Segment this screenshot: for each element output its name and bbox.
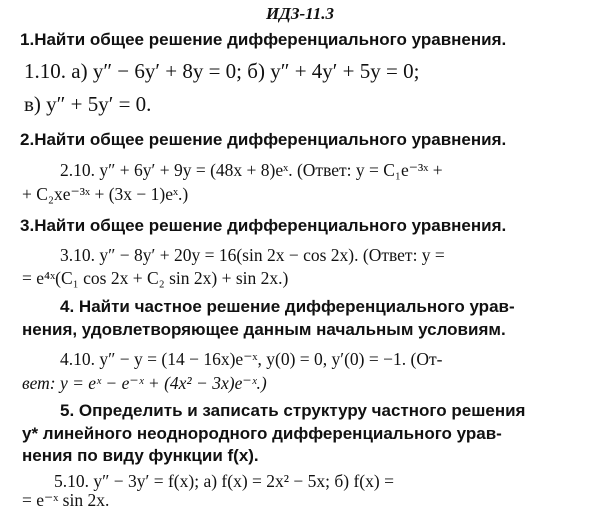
task-2-number: 2. — [20, 130, 35, 149]
task-1-heading — [20, 30, 506, 50]
task-3-line-1: 3.10. y″ − 8y′ + 20y = 16(sin 2x − cos 2x). (Ответ: y = — [60, 245, 445, 265]
task-1-line-1: 1.10. а) y″ − 6y′ + 8y = 0; б) y″ + 4y′ + 5y = 0; — [24, 59, 420, 83]
task-3-line-2: = e⁴ˣ(C₁ cos 2x + C₂ sin 2x) + sin 2x.) — [22, 268, 289, 288]
task-5-line-2: = e⁻ˣ sin 2x. — [22, 490, 110, 510]
task-5-text: Определить и записать структуру частного решения — [78, 401, 526, 420]
task-5-heading-cont-2: нения по виду функции f(x). — [22, 446, 259, 465]
task-1-line-2: в) y″ + 5y′ = 0. — [24, 92, 152, 116]
task-5-heading-cont: y* линейного неоднородного дифференциального урав- — [22, 424, 502, 443]
task-4-line-1: 4.10. y″ − y = (14 − 16x)e⁻ˣ, y(0) = 0, y′(0) = −1. (От- — [60, 349, 443, 369]
task-2-line-2: + C₂xe⁻³ˣ + (3x − 1)eˣ.) — [22, 184, 189, 204]
task-2-heading — [20, 130, 506, 150]
task-5-heading — [60, 401, 525, 421]
task-4-line-2: вет: y = eˣ − e⁻ˣ + (4x² − 3x)e⁻ˣ.) — [22, 373, 267, 393]
task-2-text: Найти общее решение дифференциального уравнения. — [34, 130, 507, 149]
task-1-text: Найти общее решение дифференциального уравнения. — [34, 30, 507, 49]
task-4-heading — [60, 297, 515, 317]
task-3-heading — [20, 216, 506, 236]
task-1-number: 1. — [20, 30, 35, 49]
task-4-text: Найти частное решение дифференциального урав- — [78, 297, 515, 316]
task-5-number: 5. — [60, 401, 75, 420]
task-5-line-1: 5.10. y″ − 3y′ = f(x); а) f(x) = 2x² − 5x; б) f(x) = — [54, 471, 394, 491]
task-3-text: Найти общее решение дифференциального уравнения. — [34, 216, 507, 235]
page-title: ИДЗ-11.3 — [266, 4, 334, 23]
task-3-number: 3. — [20, 216, 35, 235]
task-2-line-1: 2.10. y″ + 6y′ + 9y = (48x + 8)eˣ. (Ответ: y = C₁e⁻³ˣ + — [60, 160, 443, 180]
task-4-number: 4. — [60, 297, 75, 316]
task-4-heading-cont: нения, удовлетворяющее данным начальным условиям. — [22, 320, 506, 339]
